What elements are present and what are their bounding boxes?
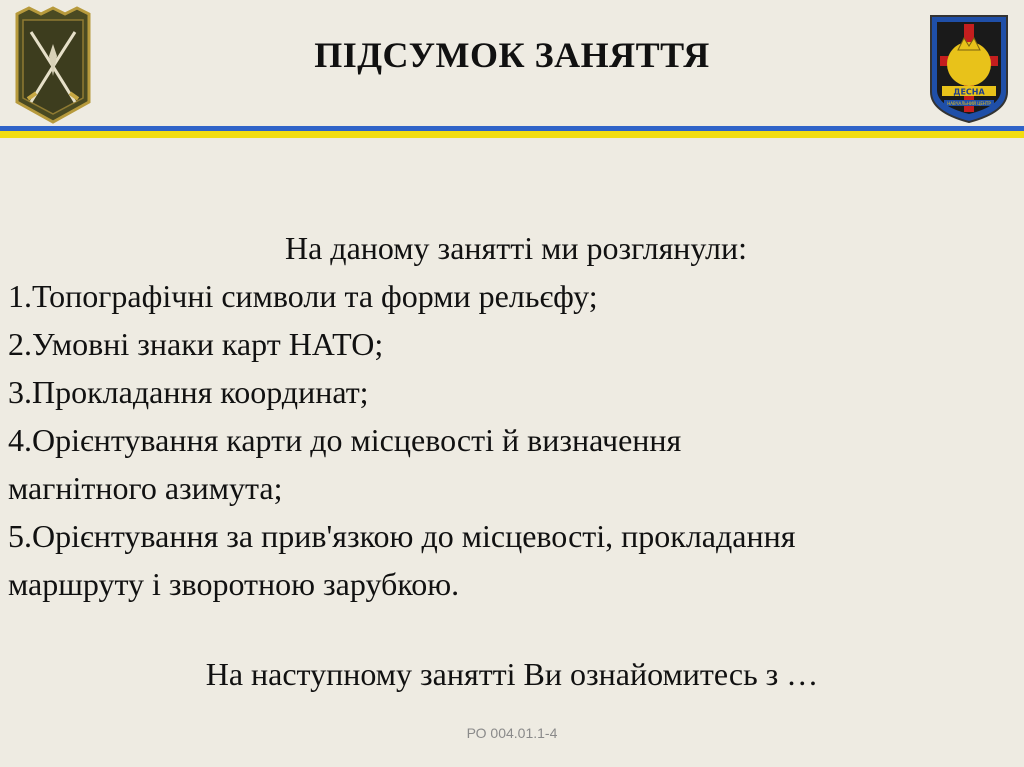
- header-stripe-yellow: [0, 131, 1024, 138]
- summary-body: [8, 224, 1008, 608]
- summary-item: 2.Умовні знаки карт НАТО;: [8, 326, 384, 362]
- next-lesson-note: На наступному занятті Ви ознайомитесь з …: [205, 656, 819, 692]
- svg-text:ДЕСНА: ДЕСНА: [953, 87, 985, 97]
- summary-item: 3.Прокладання координат;: [8, 374, 369, 410]
- summary-item: магнітного азимута;: [8, 470, 283, 506]
- document-code: РО 004.01.1-4: [466, 725, 558, 741]
- summary-item: 5.Орієнтування за прив'язкою до місцевості, прокладання: [8, 518, 796, 554]
- svg-text:НАВЧАЛЬНИЙ ЦЕНТР: НАВЧАЛЬНИЙ ЦЕНТР: [947, 101, 991, 106]
- summary-intro: На даному занятті ми розглянули:: [284, 230, 747, 266]
- summary-item: 4.Орієнтування карти до місцевості й визначення: [8, 422, 682, 458]
- summary-item: 1.Топографічні символи та форми рельєфу;: [8, 278, 598, 314]
- page-title: ПІДСУМОК ЗАНЯТТЯ: [314, 35, 710, 75]
- summary-item: маршруту і зворотною зарубкою.: [8, 566, 460, 602]
